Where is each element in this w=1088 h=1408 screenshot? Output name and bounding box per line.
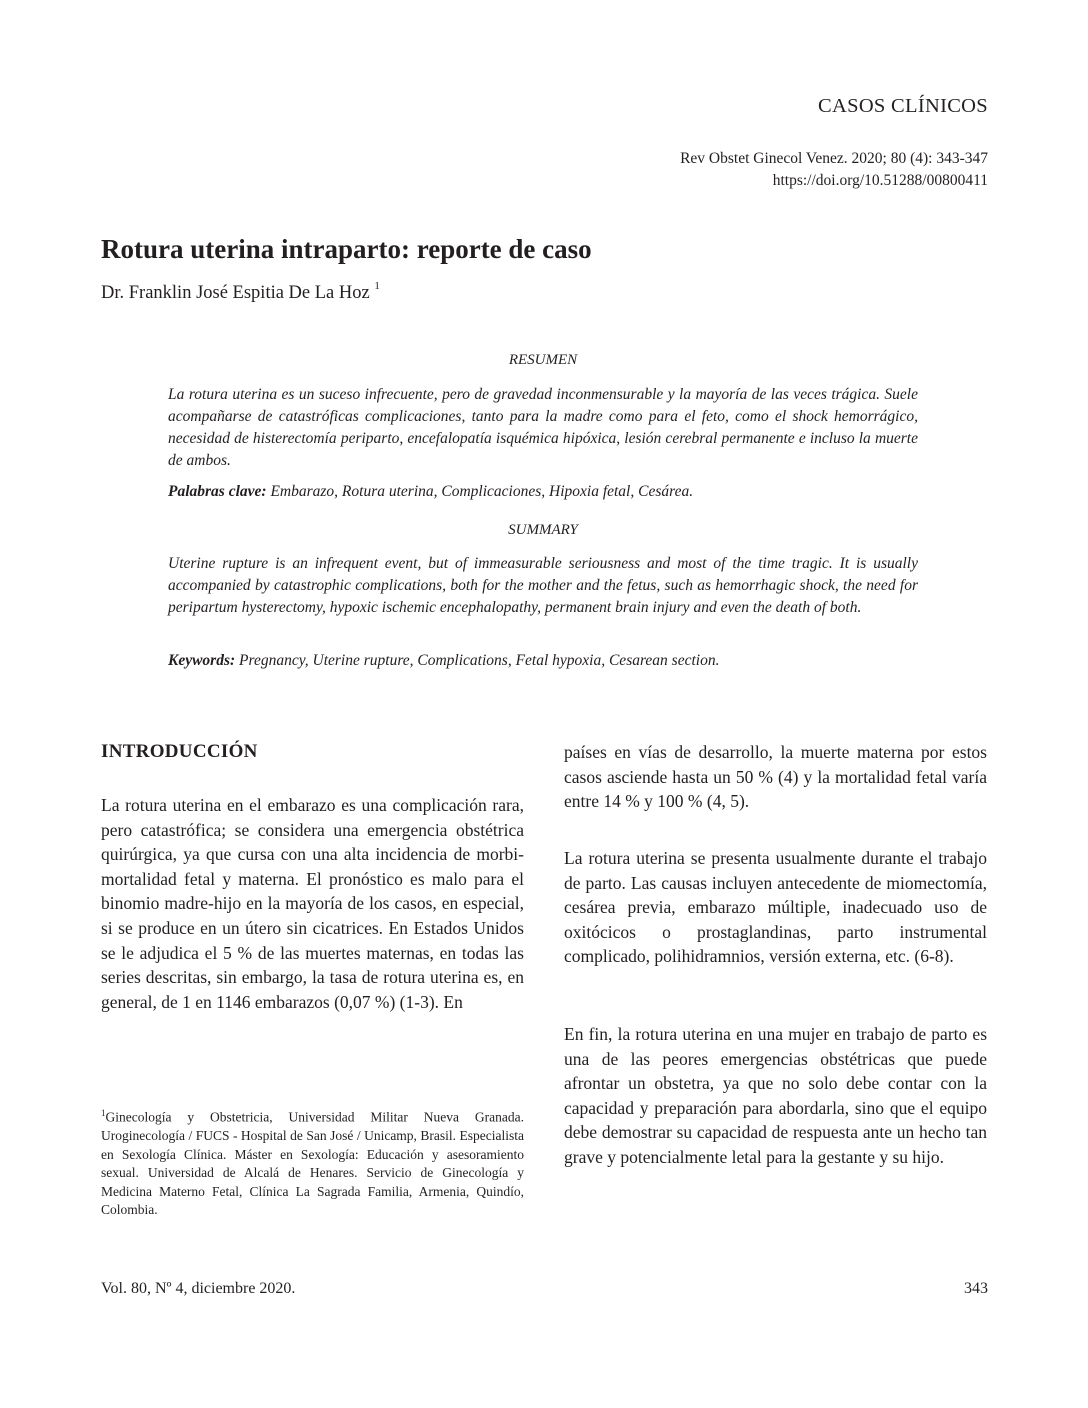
footnote-text: Ginecología y Obstetricia, Universidad Militar Nueva Granada. Uroginecología / FUCS - Hospital de San José / Unicamp, Brasil. Especialista en Sexología Clínica. Máster en Sexología: Educación y asesoramiento sexual. Universidad de Alcalá de Henares. Servicio de Ginecología y Medicina Materno Fetal, Clínica La Sagrada Familia, Armenia, Quindío, Colombia.: [101, 1109, 524, 1218]
affiliation-footnote: [101, 1104, 524, 1220]
summary-keywords-list: Pregnancy, Uterine rupture, Complications, Fetal hypoxia, Cesarean section.: [235, 652, 720, 669]
summary-keywords-label: Keywords:: [168, 652, 236, 669]
section-label: CASOS CLÍNICOS: [818, 95, 988, 117]
citation-block: [680, 148, 988, 192]
intro-paragraph-right-2: La rotura uterina se presenta usualmente durante el trabajo de parto. Las causas incluyen antecedente de miomectomía, cesárea previa, embarazo múltiple, inadecuado uso de oxitócicos o prostaglandinas, parto instrumental complicado, polihidramnios, versión externa, etc. (6-8).: [564, 848, 987, 967]
resumen-keywords-label: Palabras clave:: [168, 483, 267, 500]
intro-paragraph-right-1: países en vías de desarrollo, la muerte materna por estos casos asciende hasta un 50 % (4) y la mortalidad fetal varía entre 14 % y 100 % (4, 5).: [564, 742, 987, 812]
introduction-heading: INTRODUCCIÓN: [101, 741, 258, 762]
footnote-marker: 1: [101, 1108, 106, 1118]
page-number: 343: [964, 1280, 988, 1297]
resumen-heading: RESUMEN: [508, 352, 578, 368]
summary-text: Uterine rupture is an infrequent event, but of immeasurable seriousness and most of the time tragic. It is usually accompanied by catastrophic complications, both for the mother and the fetus, such as hemorrhagic shock, the need for peripartum hysterectomy, hypoxic ischemic encephalopathy, permanent brain injury and even the death of both.: [168, 555, 918, 616]
doi-link[interactable]: https://doi.org/10.51288/00800411: [772, 172, 988, 189]
footer-volume: Vol. 80, Nº 4, diciembre 2020.: [101, 1280, 296, 1297]
summary-keywords: [168, 650, 918, 672]
journal-citation: Rev Obstet Ginecol Venez. 2020; 80 (4): 343-347: [680, 150, 988, 167]
author-affiliation-marker: 1: [374, 280, 380, 292]
resumen-keywords: [168, 481, 918, 503]
resumen-text: La rotura uterina es un suceso infrecuente, pero de gravedad inconmensurable y la mayoría de las veces trágica. Suele acompañarse de catastróficas complicaciones, tanto para la madre como para el feto, como el shock hemorrágico, necesidad de histerectomía periparto, encefalopatía isquémica hipóxica, lesión cerebral permanente e incluso la muerte de ambos.: [168, 386, 918, 469]
intro-paragraph-left: La rotura uterina en el embarazo es una complicación rara, pero catastrófica; se considera una emergencia obstétrica quirúrgica, ya que cursa con una alta incidencia de morbi-mortalidad fetal y materna. El pronóstico es malo para el binomio madre-hijo en la mayoría de los casos, en especial, si se produce en un útero sin cicatrices. En Estados Unidos se le adjudica el 5 % de las muertes maternas, en todas las series descritas, sin embargo, la tasa de rotura uterina es, en general, de 1 en 1146 embarazos (0,07 %) (1-3). En: [101, 795, 524, 1012]
author-line: [101, 282, 380, 304]
resumen-keywords-list: Embarazo, Rotura uterina, Complicaciones, Hipoxia fetal, Cesárea.: [266, 483, 694, 500]
intro-paragraph-right-3: En fin, la rotura uterina en una mujer en trabajo de parto es una de las peores emergencias obstétricas que puede afrontar un obstetra, ya que no solo debe contar con la capacidad y preparación para abordarla, sino que el equipo debe demostrar su capacidad de respuesta ante un hecho tan grave y potencialmente letal para la gestante y su hijo.: [564, 1024, 987, 1167]
summary-heading: SUMMARY: [508, 522, 578, 538]
article-title: Rotura uterina intraparto: reporte de caso: [101, 234, 592, 264]
author-name: Dr. Franklin José Espitia De La Hoz: [101, 283, 370, 304]
